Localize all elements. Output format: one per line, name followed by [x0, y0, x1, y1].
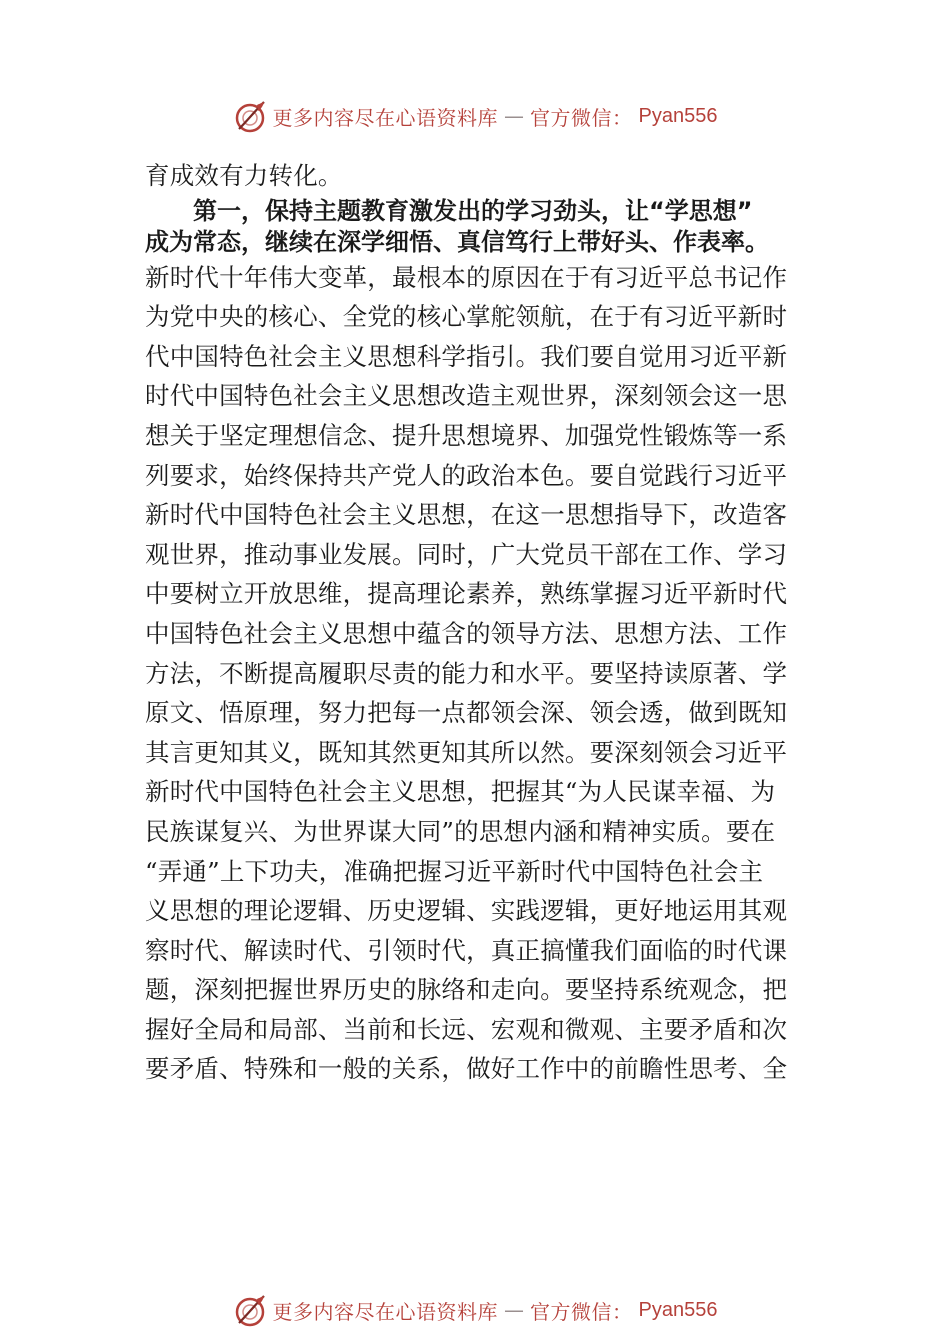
body-line: 观世界，推动事业发展。同时，广大党员干部在工作、学习 [145, 539, 788, 569]
body-line: 其言更知其义，既知其然更知其所以然。要深刻领会习近平 [145, 737, 788, 767]
watermark-separator: — [504, 104, 525, 128]
body-line: 时代中国特色社会主义思想改造主观世界，深刻领会这一思 [145, 381, 788, 411]
body-line: 原文、悟原理，努力把每一点都领会深、领会透，做到既知 [145, 698, 788, 728]
watermark-id: Pyan556 [638, 104, 718, 127]
body-line: 察时代、解读时代、引领时代，真正搞懂我们面临的时代课 [145, 935, 788, 965]
intro-line: 育成效有力转化。 [145, 161, 343, 190]
body-line: 要矛盾、特殊和一般的关系，做好工作中的前瞻性思考、全 [145, 1054, 788, 1084]
body-line: 题，深刻把握世界历史的脉络和走向。要坚持系统观念，把 [145, 975, 788, 1005]
body-line: 新时代中国特色社会主义思想，把握其“为人民谋幸福、为 [145, 777, 776, 807]
watermark-channel: 官方微信： [530, 105, 633, 130]
watermark-channel: 官方微信： [530, 1299, 633, 1324]
body-line: 代中国特色社会主义思想科学指引。我们要自觉用习近平新 [145, 341, 788, 371]
watermark-brand: 更多内容尽在心语资料库 [272, 105, 499, 130]
body-line: 列要求，始终保持共产党人的政治本色。要自觉践行习近平 [145, 460, 788, 490]
body-line: 想关于坚定理想信念、提升思想境界、加强党性锻炼等一系 [145, 420, 788, 450]
document-body [145, 156, 809, 1089]
watermark-id: Pyan556 [638, 1298, 718, 1321]
body-line: “弄通”上下功夫，准确把握习近平新时代中国特色社会主 [145, 856, 764, 886]
quill-seal-icon [233, 1293, 267, 1327]
body-line: 中国特色社会主义思想中蕴含的领导方法、思想方法、工作 [145, 618, 788, 648]
footer-watermark [0, 1290, 950, 1330]
section-heading-line-1: 第一，保持主题教育激发出的学习劲头，让“学思想” [193, 196, 753, 225]
body-line: 新时代中国特色社会主义思想，在这一思想指导下，改造客 [145, 500, 788, 530]
quill-seal-icon [233, 99, 267, 133]
body-line: 民族谋复兴、为世界谋大同”的思想内涵和精神实质。要在 [145, 816, 776, 846]
watermark-brand: 更多内容尽在心语资料库 [272, 1299, 499, 1324]
body-line: 为党中央的核心、全党的核心掌舵领航，在于有习近平新时 [145, 302, 788, 332]
body-line: 方法，不断提高履职尽责的能力和水平。要坚持读原著、学 [145, 658, 788, 688]
header-watermark [0, 96, 950, 136]
body-line: 新时代十年伟大变革，最根本的原因在于有习近平总书记作 [145, 262, 788, 292]
body-line: 握好全局和局部、当前和长远、宏观和微观、主要矛盾和次 [145, 1014, 788, 1044]
section-heading-line-2: 成为常态，继续在深学细悟、真信笃行上带好头、作表率。 [145, 227, 769, 256]
watermark-separator: — [504, 1298, 525, 1322]
body-paragraph [145, 258, 809, 1089]
body-line: 义思想的理论逻辑、历史逻辑、实践逻辑，更好地运用其观 [145, 896, 788, 926]
body-line: 中要树立开放思维，提高理论素养，熟练掌握习近平新时代 [145, 579, 788, 609]
